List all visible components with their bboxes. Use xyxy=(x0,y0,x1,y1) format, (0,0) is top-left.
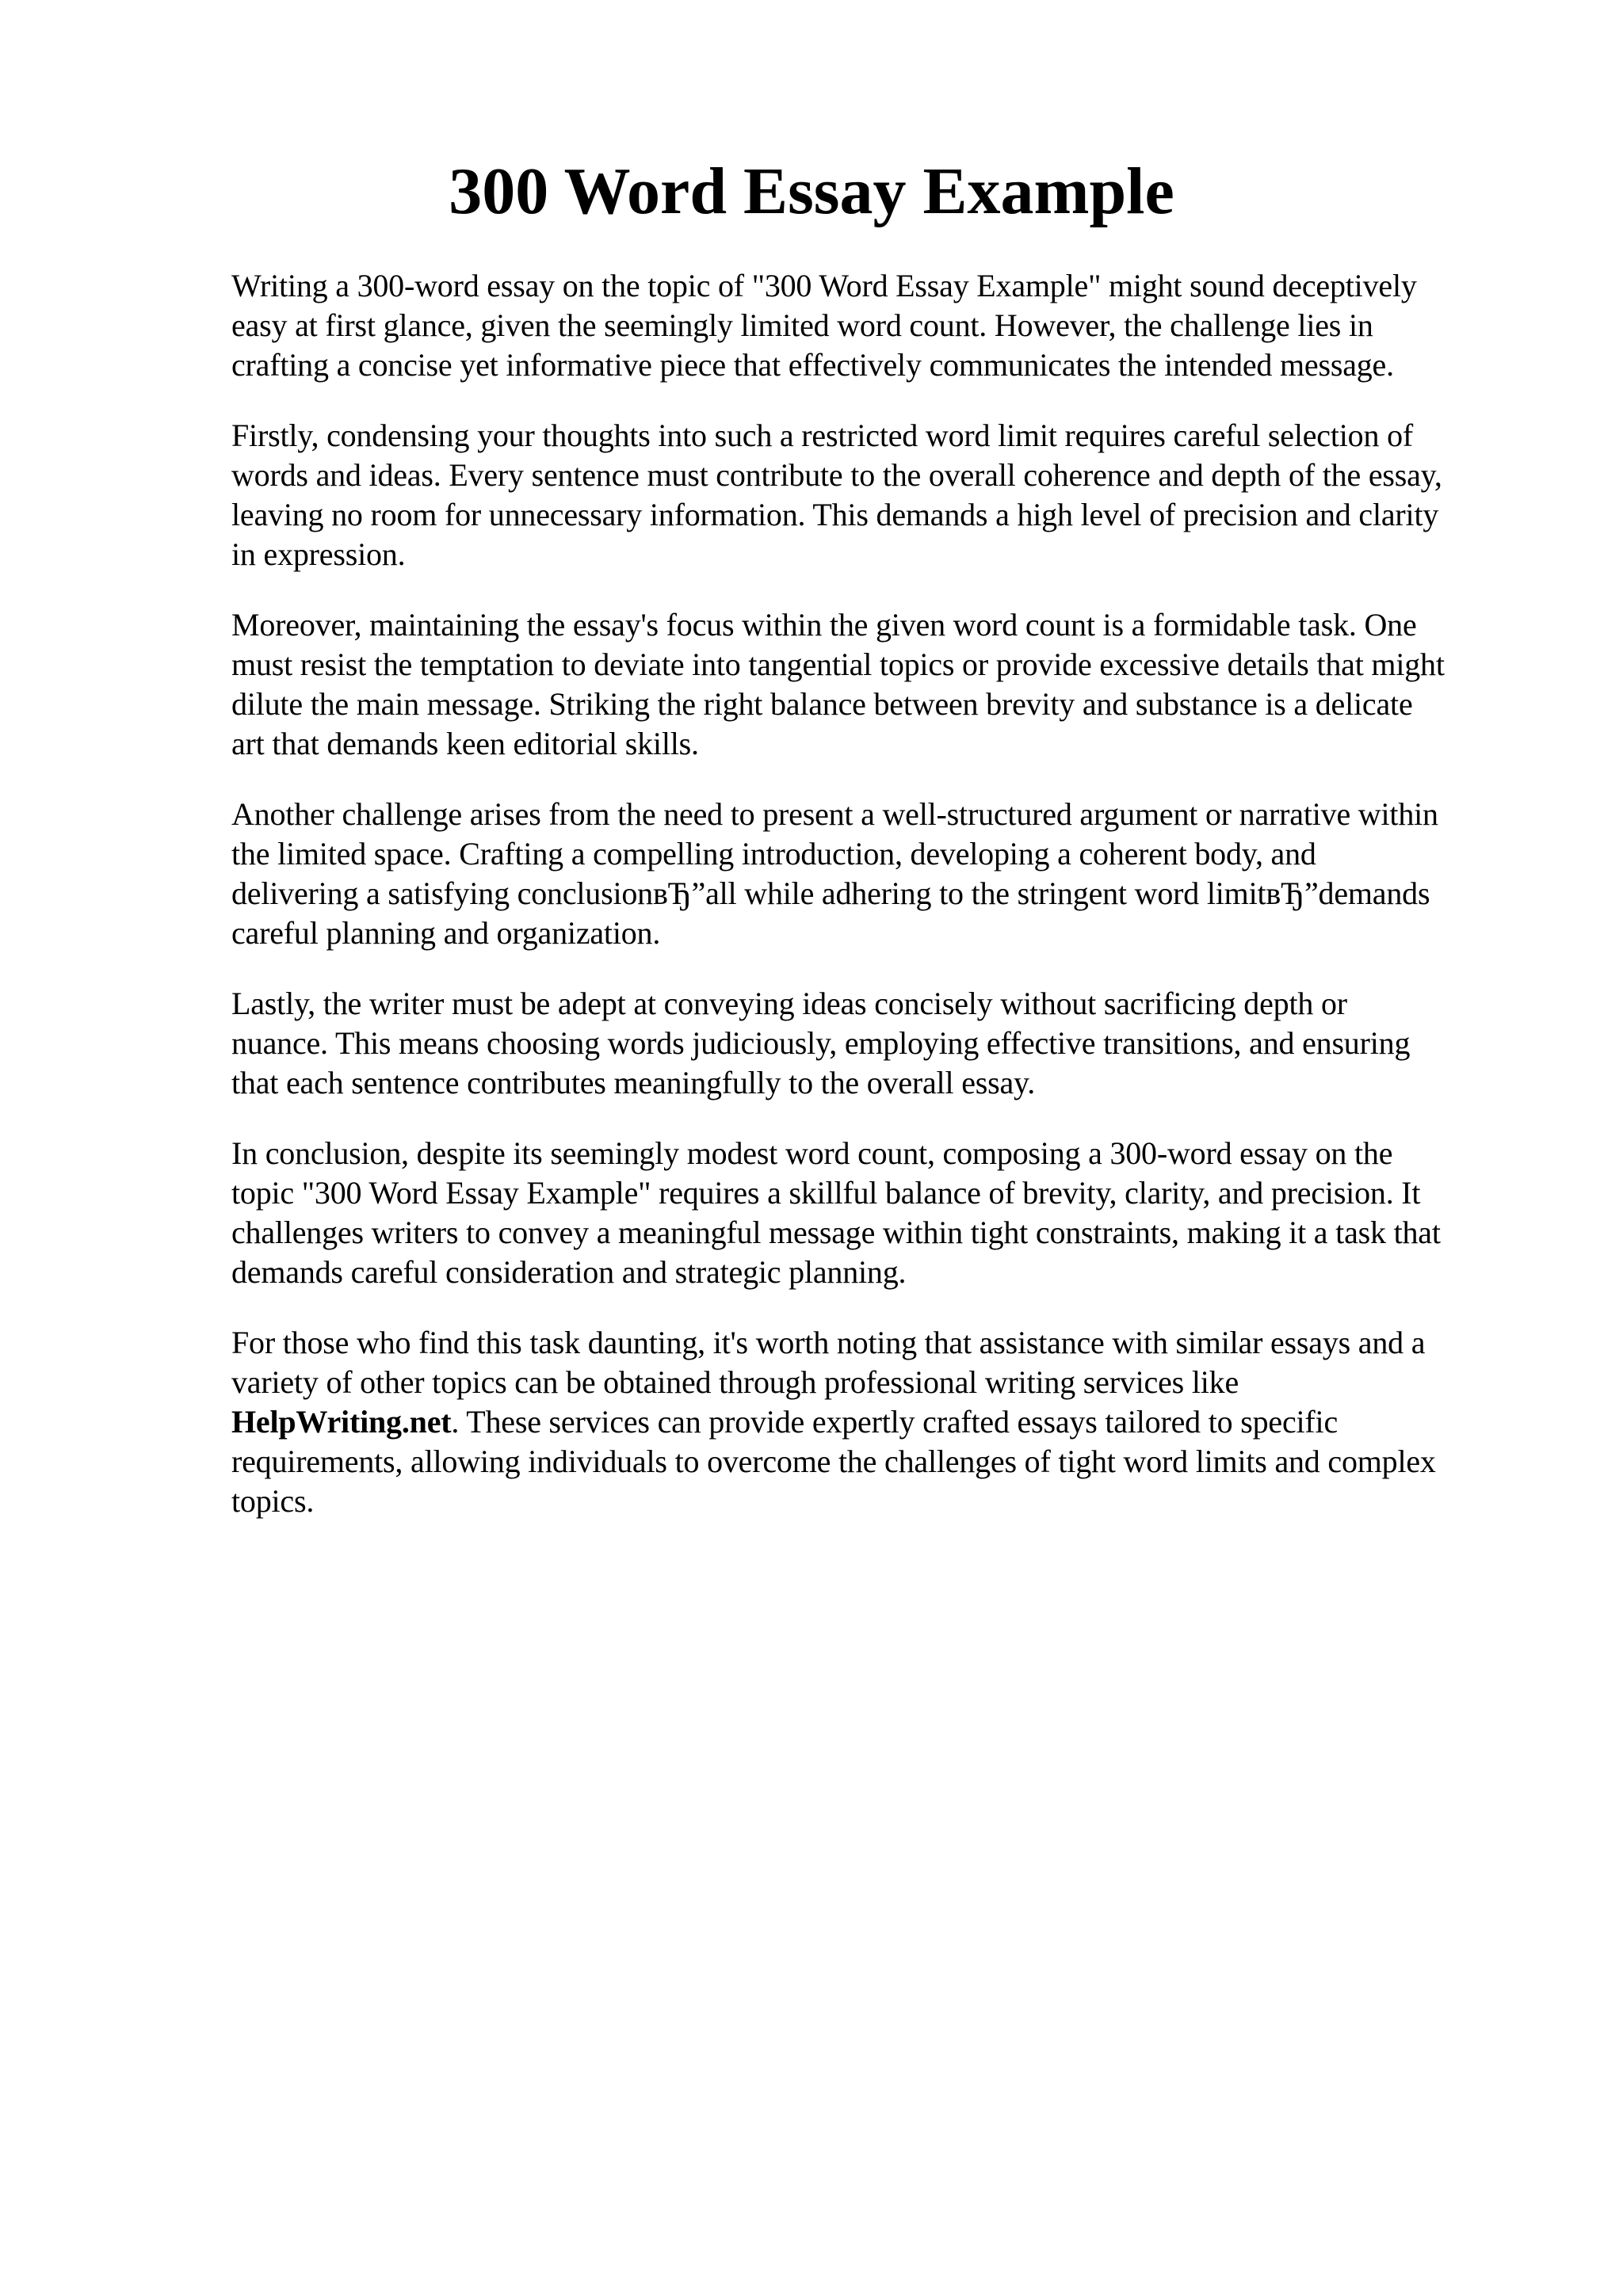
paragraph-line: variety of other topics can be obtained through professional writing services like xyxy=(231,1364,1239,1400)
paragraph-2 xyxy=(231,416,1515,574)
paragraph-line: requirements, allowing individuals to overcome the challenges of tight word limits and complex xyxy=(231,1444,1436,1479)
paragraph-1 xyxy=(231,266,1515,385)
paragraph-line: challenges writers to convey a meaningful message within tight constraints, making it a task that xyxy=(231,1215,1441,1250)
paragraph-line: leaving no room for unnecessary information. This demands a high level of precision and clarity xyxy=(231,497,1439,532)
paragraph-4 xyxy=(231,795,1515,953)
document-title: 300 Word Essay Example xyxy=(449,154,1174,228)
closing-line-rest: . These services can provide expertly crafted essays tailored to specific xyxy=(451,1404,1338,1440)
paragraph-line: nuance. This means choosing words judiciously, employing effective transitions, and ensuring xyxy=(231,1025,1411,1061)
paragraph-line: In conclusion, despite its seemingly modest word count, composing a 300-word essay on the xyxy=(231,1135,1393,1171)
paragraph-line: demands careful consideration and strategic planning. xyxy=(231,1254,907,1290)
paragraph-line: topics. xyxy=(231,1483,315,1519)
helpwriting-link[interactable]: HelpWriting.net xyxy=(231,1404,452,1440)
paragraph-line: easy at first glance, given the seemingly limited word count. However, the challenge lies in xyxy=(231,307,1373,343)
paragraph-line: Writing a 300-word essay on the topic of "300 Word Essay Example" might sound deceptively xyxy=(231,268,1417,303)
paragraph-line: dilute the main message. Striking the right balance between brevity and substance is a delicate xyxy=(231,686,1413,722)
paragraph-line: topic "300 Word Essay Example" requires a skillful balance of brevity, clarity, and precision. It xyxy=(231,1175,1421,1211)
paragraph-line xyxy=(231,1402,1515,1442)
paragraph-6 xyxy=(231,1134,1515,1292)
paragraph-line: Moreover, maintaining the essay's focus within the given word count is a formidable task. One xyxy=(231,607,1417,643)
paragraph-line: that each sentence contributes meaningfully to the overall essay. xyxy=(231,1065,1036,1100)
paragraph-line: Another challenge arises from the need to present a well-structured argument or narrative within xyxy=(231,796,1438,832)
paragraph-line: careful planning and organization. xyxy=(231,915,661,951)
paragraph-5 xyxy=(231,984,1515,1103)
paragraph-line: Firstly, condensing your thoughts into such a restricted word limit requires careful selection of xyxy=(231,418,1413,453)
document-body xyxy=(231,266,1515,1552)
paragraph-line: the limited space. Crafting a compelling introduction, developing a coherent body, and xyxy=(231,836,1316,871)
paragraph-line: Lastly, the writer must be adept at conveying ideas concisely without sacrificing depth or xyxy=(231,986,1347,1021)
paragraph-closing xyxy=(231,1323,1515,1521)
paragraph-line: delivering a satisfying conclusionвЂ”all while adhering to the stringent word limitвЂ”demands xyxy=(231,875,1430,911)
paragraph-line: must resist the temptation to deviate into tangential topics or provide excessive details that might xyxy=(231,646,1445,682)
paragraph-3 xyxy=(231,605,1515,764)
paragraph-line: words and ideas. Every sentence must contribute to the overall coherence and depth of the essay, xyxy=(231,457,1442,493)
paragraph-line: in expression. xyxy=(231,536,406,572)
paragraph-line: crafting a concise yet informative piece that effectively communicates the intended message. xyxy=(231,347,1394,383)
paragraph-line: art that demands keen editorial skills. xyxy=(231,726,699,761)
paragraph-line: For those who find this task daunting, it's worth noting that assistance with similar essays and a xyxy=(231,1325,1426,1360)
